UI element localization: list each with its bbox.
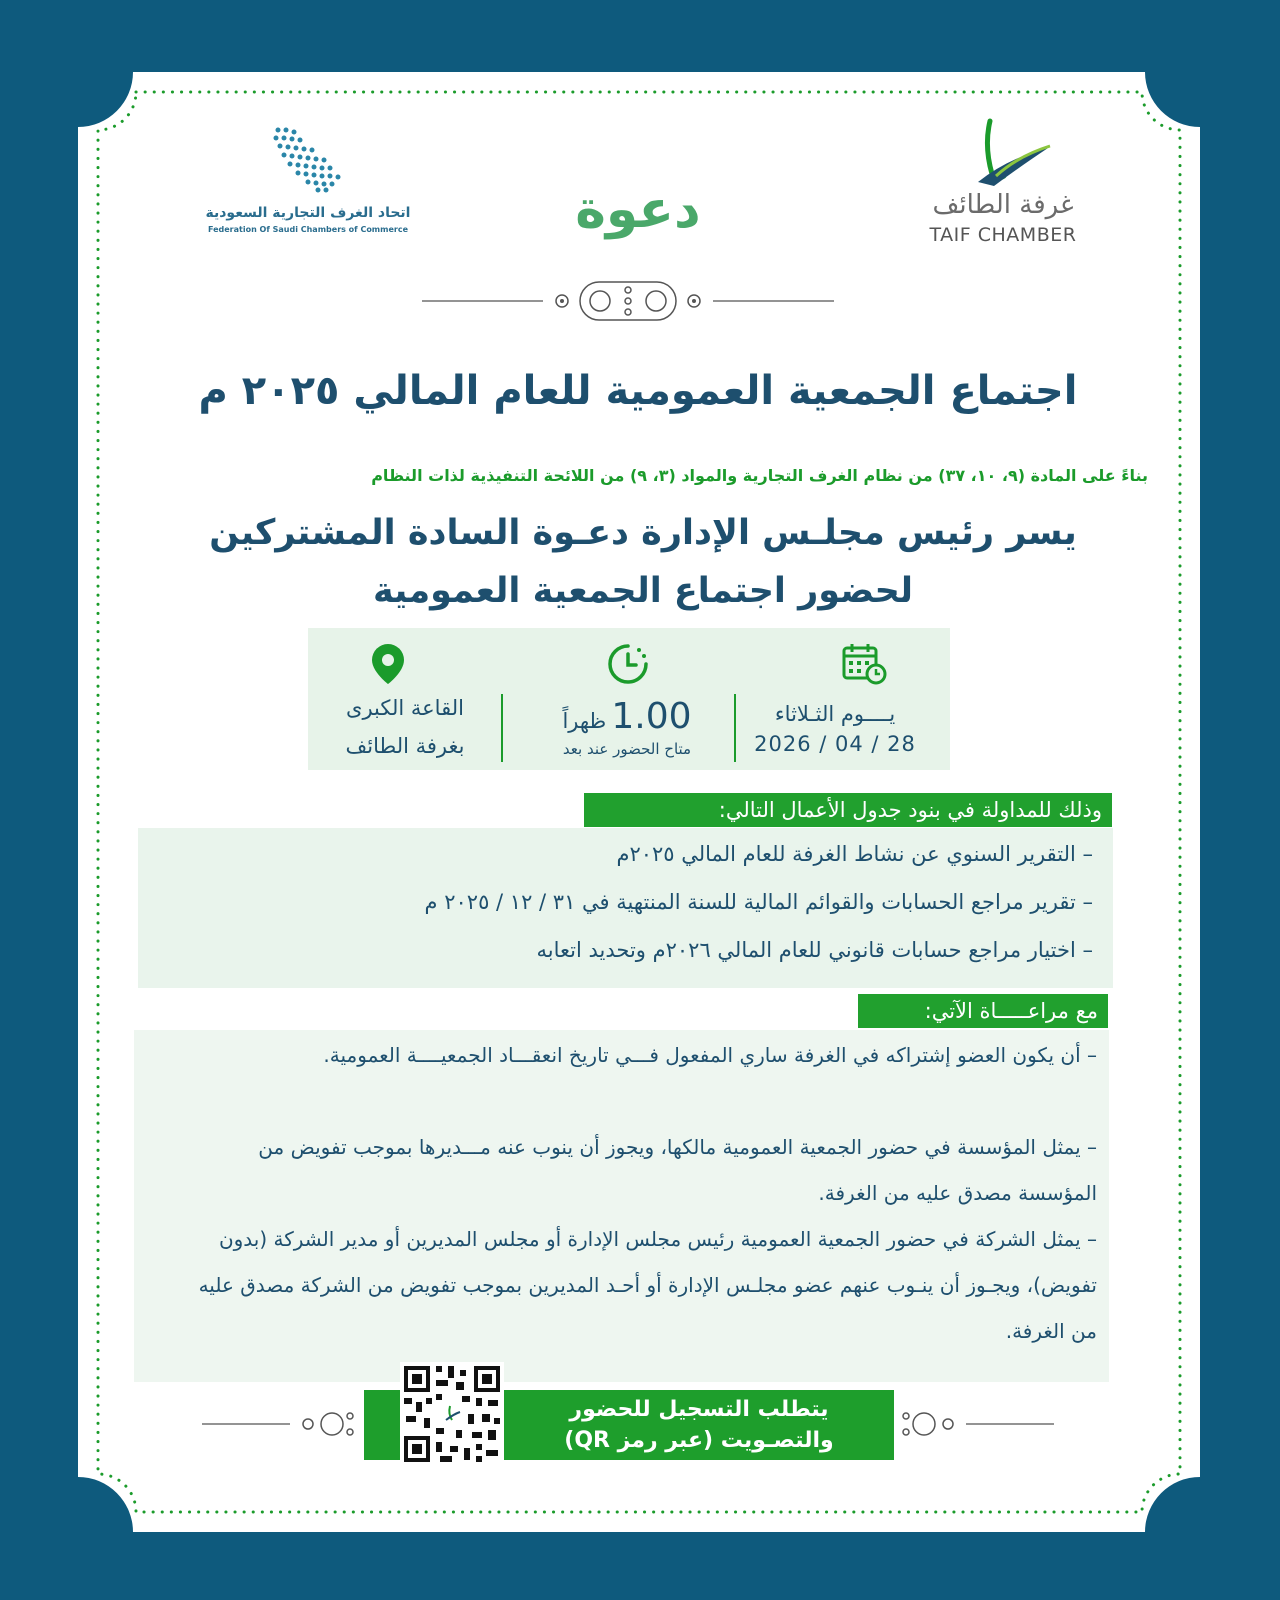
federation-map-logo-icon — [268, 122, 348, 196]
ornament-left-icon — [198, 1404, 358, 1444]
agenda-heading: وذلك للمداولة في بنود جدول الأعمال التالي: — [584, 793, 1112, 827]
taif-chamber-logo-icon — [938, 116, 1058, 196]
event-location-line1: القاعة الكبرى — [346, 696, 464, 720]
note-item-2: – يمثل المؤسسة في حضور الجمعية العمومية مالكها، ويجوز أن ينوب عنه مـــديرها بموجب تفويض من المؤسسة مصدق عليه من الغرفة. — [258, 1135, 1097, 1205]
event-day: يــــوم الثـلاثاء — [774, 702, 896, 726]
remote-attendance-note: متاح الحضور عند بعد — [562, 740, 692, 758]
taif-chamber-name-en: TAIF CHAMBER — [929, 224, 1077, 246]
registration-line-2: والتصـويت (عبر رمز QR) — [564, 1428, 834, 1453]
registration-accent-bar — [364, 1390, 400, 1460]
location-pin-icon — [368, 642, 408, 686]
registration-banner — [504, 1390, 894, 1460]
ornament-right-icon — [898, 1404, 1058, 1444]
notes-list — [134, 1030, 1109, 1382]
agenda-item-2: – تقرير مراجع الحسابات والقوائم المالية للسنة المنتهية في ٣١ / ١٢ / ٢٠٢٥ م — [424, 890, 1093, 914]
agenda-item-1: – التقرير السنوي عن نشاط الغرفة للعام المالي ٢٠٢٥م — [616, 842, 1093, 866]
federation-name-en: Federation Of Saudi Chambers of Commerce — [207, 225, 409, 234]
agenda-item-3: – اختيار مراجع حسابات قانوني للعام المالي ٢٠٢٦م وتحديد اتعابه — [536, 938, 1093, 962]
invitation-line-1: يسر رئيس مجلـس الإدارة دعـوة السادة المشتركين — [209, 513, 1077, 553]
event-location-line2: بغرفة الطائف — [345, 734, 465, 758]
invitation-calligraphy: دعوة — [575, 180, 701, 240]
event-time: 1.00 — [611, 696, 692, 737]
registration-qr-code[interactable] — [400, 1362, 504, 1466]
note-item-3: – يمثل الشركة في حضور الجمعية العمومية رئيس مجلس الإدارة أو مجلس المديرين أو مدير الشركة (بدون تفويض)، ويجـوز أن ينـوب عنهم عضو مجلـس الإدارة أو أحـد المديرين بموجب تفويض من الشركة مصدق عليه من الغرفة. — [198, 1227, 1097, 1343]
info-divider — [734, 694, 736, 762]
clock-icon — [606, 642, 650, 686]
legal-basis: بناءً على المادة (٩، ١٠، ٣٧) من نظام الغرف التجارية والمواد (٣، ٩) من اللائحة التنفيذية لذات النظام — [371, 466, 1148, 485]
notes-heading: مع مراعـــــاة الآتي: — [858, 994, 1108, 1028]
invitation-line-2: لحضور اجتماع الجمعية العمومية — [372, 571, 914, 611]
agenda-list — [138, 828, 1113, 988]
event-date: 2026 / 04 / 28 — [754, 732, 916, 756]
ornament-divider-icon — [418, 276, 838, 326]
registration-line-1: يتطلب التسجيل للحضور — [569, 1397, 829, 1422]
event-info-box — [308, 628, 950, 770]
qr-code-icon — [400, 1362, 504, 1466]
invitation-card — [78, 72, 1200, 1532]
note-item-1: – أن يكون العضو إشتراكه في الغرفة ساري المفعول فـــي تاريخ انعقـــاد الجمعيــــة العمومية. — [323, 1043, 1097, 1067]
event-time-suffix: ظهراً — [562, 709, 607, 733]
page-title: اجتماع الجمعية العمومية للعام المالي ٢٠٢٥ م — [198, 368, 1078, 414]
taif-chamber-name-ar: غرفة الطائف — [932, 190, 1074, 220]
invitation-text — [138, 504, 1148, 620]
federation-name-ar: اتحاد الغرف التجارية السعودية — [205, 205, 411, 221]
event-time-group — [520, 696, 734, 737]
calendar-icon — [840, 640, 888, 686]
